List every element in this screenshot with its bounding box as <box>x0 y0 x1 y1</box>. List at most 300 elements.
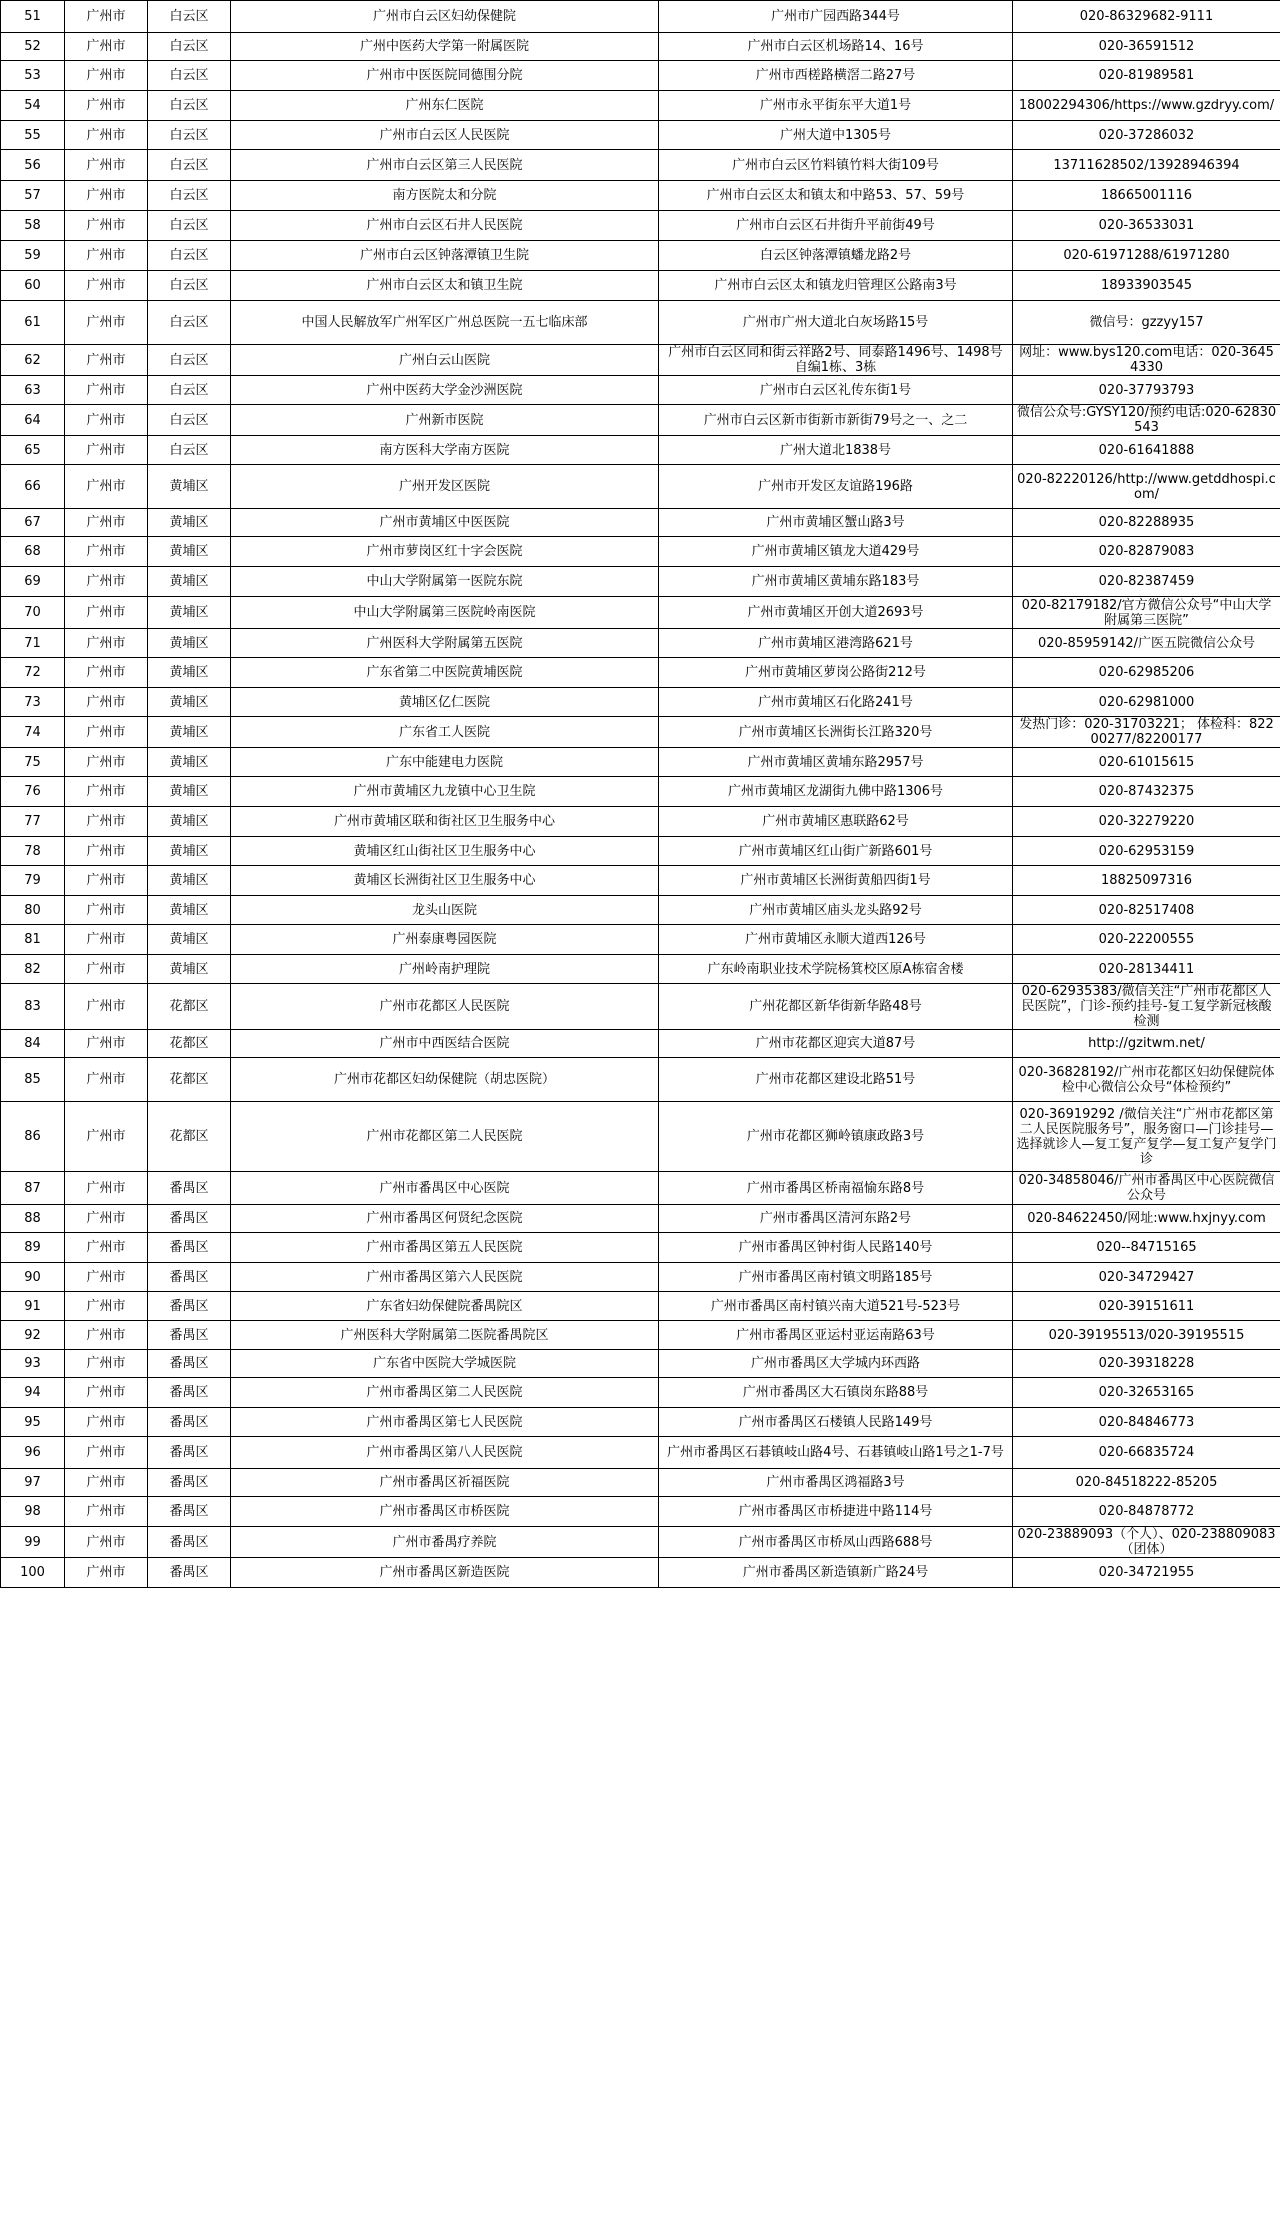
table-row <box>1 896 1280 925</box>
contact-cell: http://gzitwm.net/ <box>1013 1030 1280 1058</box>
contact-cell: 微信公众号:GYSY120/预约电话:020-62830543 <box>1013 405 1280 436</box>
address-cell: 广州市花都区建设北路51号 <box>659 1058 1013 1102</box>
district-cell: 白云区 <box>148 121 231 150</box>
hospital-name-cell: 黄埔区长洲街社区卫生服务中心 <box>231 866 659 896</box>
contact-cell: 020-28134411 <box>1013 955 1280 984</box>
city-cell: 广州市 <box>65 1 148 33</box>
table-row <box>1 1205 1280 1233</box>
contact-cell: 020-66835724 <box>1013 1437 1280 1469</box>
contact-cell: 020-62985206 <box>1013 658 1280 688</box>
row-number: 54 <box>1 91 65 121</box>
contact-cell: 020-85959142/广医五院微信公众号 <box>1013 629 1280 658</box>
table-row <box>1 1497 1280 1527</box>
city-cell: 广州市 <box>65 717 148 748</box>
address-cell: 广州市黄埔区蟹山路3号 <box>659 509 1013 537</box>
hospital-name-cell: 广州中医药大学金沙洲医院 <box>231 376 659 405</box>
contact-cell: 020-82288935 <box>1013 509 1280 537</box>
contact-cell: 020-84846773 <box>1013 1408 1280 1437</box>
table-row <box>1 1321 1280 1350</box>
row-number: 69 <box>1 567 65 597</box>
hospital-name-cell: 广州医科大学附属第五医院 <box>231 629 659 658</box>
address-cell: 广州市黄埔区石化路241号 <box>659 688 1013 717</box>
city-cell: 广州市 <box>65 509 148 537</box>
table-row <box>1 61 1280 91</box>
district-cell: 番禺区 <box>148 1408 231 1437</box>
table-row <box>1 301 1280 345</box>
table-row <box>1 181 1280 211</box>
table-row <box>1 345 1280 376</box>
row-number: 76 <box>1 777 65 807</box>
hospital-name-cell: 广州岭南护理院 <box>231 955 659 984</box>
city-cell: 广州市 <box>65 1469 148 1497</box>
contact-cell: 发热门诊：020-31703221； 体检科：82200277/82200177 <box>1013 717 1280 748</box>
hospital-name-cell: 广州泰康粤园医院 <box>231 925 659 955</box>
contact-cell: 020-61971288/61971280 <box>1013 241 1280 271</box>
district-cell: 白云区 <box>148 61 231 91</box>
hospital-name-cell: 广州市番禺区祈福医院 <box>231 1469 659 1497</box>
hospital-name-cell: 广州市花都区第二人民医院 <box>231 1102 659 1172</box>
address-cell: 广州市白云区礼传东街1号 <box>659 376 1013 405</box>
hospital-name-cell: 广州市番禺区新造医院 <box>231 1558 659 1588</box>
city-cell: 广州市 <box>65 1263 148 1292</box>
hospital-name-cell: 广州东仁医院 <box>231 91 659 121</box>
table-row <box>1 33 1280 61</box>
hospital-name-cell: 广州市番禺区第八人民医院 <box>231 1437 659 1469</box>
hospital-name-cell: 广州市黄埔区九龙镇中心卫生院 <box>231 777 659 807</box>
row-number: 71 <box>1 629 65 658</box>
city-cell: 广州市 <box>65 896 148 925</box>
row-number: 64 <box>1 405 65 436</box>
hospital-name-cell: 广州市番禺区第二人民医院 <box>231 1378 659 1408</box>
table-row <box>1 984 1280 1030</box>
table-row <box>1 509 1280 537</box>
hospital-name-cell: 广州开发区医院 <box>231 465 659 509</box>
district-cell: 白云区 <box>148 376 231 405</box>
row-number: 58 <box>1 211 65 241</box>
contact-cell: 020-87432375 <box>1013 777 1280 807</box>
city-cell: 广州市 <box>65 1527 148 1558</box>
contact-cell: 网址：www.bys120.com电话：020-36454330 <box>1013 345 1280 376</box>
hospital-name-cell: 中山大学附属第三医院岭南医院 <box>231 597 659 629</box>
hospital-name-cell: 广州市番禺区市桥医院 <box>231 1497 659 1527</box>
hospital-name-cell: 广东中能建电力医院 <box>231 748 659 777</box>
city-cell: 广州市 <box>65 1205 148 1233</box>
city-cell: 广州市 <box>65 181 148 211</box>
row-number: 79 <box>1 866 65 896</box>
city-cell: 广州市 <box>65 1172 148 1205</box>
row-number: 74 <box>1 717 65 748</box>
row-number: 83 <box>1 984 65 1030</box>
address-cell: 广州大道北1838号 <box>659 436 1013 465</box>
address-cell: 广州市黄埔区黄埔东路2957号 <box>659 748 1013 777</box>
row-number: 86 <box>1 1102 65 1172</box>
district-cell: 黄埔区 <box>148 896 231 925</box>
table-row <box>1 1172 1280 1205</box>
district-cell: 白云区 <box>148 301 231 345</box>
row-number: 73 <box>1 688 65 717</box>
table-row <box>1 211 1280 241</box>
contact-cell: 020-36533031 <box>1013 211 1280 241</box>
table-row <box>1 1233 1280 1263</box>
district-cell: 番禺区 <box>148 1527 231 1558</box>
district-cell: 黄埔区 <box>148 866 231 896</box>
district-cell: 黄埔区 <box>148 717 231 748</box>
city-cell: 广州市 <box>65 866 148 896</box>
table-row <box>1 777 1280 807</box>
hospital-name-cell: 广州市白云区妇幼保健院 <box>231 1 659 33</box>
address-cell: 广州市黄埔区长洲街长江路320号 <box>659 717 1013 748</box>
row-number: 52 <box>1 33 65 61</box>
contact-cell: 13711628502/13928946394 <box>1013 150 1280 181</box>
district-cell: 白云区 <box>148 241 231 271</box>
city-cell: 广州市 <box>65 1102 148 1172</box>
hospital-name-cell: 广东省中医院大学城医院 <box>231 1350 659 1378</box>
hospital-name-cell: 南方医科大学南方医院 <box>231 436 659 465</box>
district-cell: 黄埔区 <box>148 567 231 597</box>
city-cell: 广州市 <box>65 121 148 150</box>
city-cell: 广州市 <box>65 567 148 597</box>
table-row <box>1 1 1280 33</box>
district-cell: 黄埔区 <box>148 465 231 509</box>
contact-cell: 020-39195513/020-39195515 <box>1013 1321 1280 1350</box>
contact-cell: 020-81989581 <box>1013 61 1280 91</box>
row-number: 61 <box>1 301 65 345</box>
table-row <box>1 1263 1280 1292</box>
district-cell: 黄埔区 <box>148 837 231 866</box>
table-row <box>1 1469 1280 1497</box>
address-cell: 广州市番禺区新造镇新广路24号 <box>659 1558 1013 1588</box>
hospital-name-cell: 广州新市医院 <box>231 405 659 436</box>
city-cell: 广州市 <box>65 150 148 181</box>
row-number: 70 <box>1 597 65 629</box>
contact-cell: 18002294306/https://www.gzdryy.com/ <box>1013 91 1280 121</box>
hospital-table-body <box>1 1 1280 1588</box>
city-cell: 广州市 <box>65 465 148 509</box>
hospital-name-cell: 广州市萝岗区红十字会医院 <box>231 537 659 567</box>
contact-cell: 020-39318228 <box>1013 1350 1280 1378</box>
hospital-name-cell: 广州市白云区人民医院 <box>231 121 659 150</box>
contact-cell: 020-39151611 <box>1013 1292 1280 1321</box>
row-number: 89 <box>1 1233 65 1263</box>
row-number: 97 <box>1 1469 65 1497</box>
city-cell: 广州市 <box>65 955 148 984</box>
district-cell: 白云区 <box>148 150 231 181</box>
hospital-name-cell: 龙头山医院 <box>231 896 659 925</box>
city-cell: 广州市 <box>65 537 148 567</box>
address-cell: 广州市白云区机场路14、16号 <box>659 33 1013 61</box>
table-row <box>1 748 1280 777</box>
hospital-name-cell: 广州市白云区钟落潭镇卫生院 <box>231 241 659 271</box>
city-cell: 广州市 <box>65 1292 148 1321</box>
district-cell: 番禺区 <box>148 1558 231 1588</box>
city-cell: 广州市 <box>65 1058 148 1102</box>
district-cell: 黄埔区 <box>148 509 231 537</box>
district-cell: 白云区 <box>148 91 231 121</box>
address-cell: 广州花都区新华街新华路48号 <box>659 984 1013 1030</box>
contact-cell: 020-62935383/微信关注“广州市花都区人民医院”，门诊-预约挂号-复工复学新冠核酸检测 <box>1013 984 1280 1030</box>
row-number: 82 <box>1 955 65 984</box>
table-row <box>1 1378 1280 1408</box>
table-row <box>1 807 1280 837</box>
hospital-name-cell: 广州市番禺疗养院 <box>231 1527 659 1558</box>
district-cell: 番禺区 <box>148 1172 231 1205</box>
district-cell: 白云区 <box>148 33 231 61</box>
contact-cell: 020-36919292 /微信关注“广州市花都区第二人民医院服务号”，服务窗口—门诊挂号—选择就诊人—复工复产复学—复工复产复学门诊 <box>1013 1102 1280 1172</box>
contact-cell: 020-22200555 <box>1013 925 1280 955</box>
contact-cell: 020-82387459 <box>1013 567 1280 597</box>
city-cell: 广州市 <box>65 984 148 1030</box>
city-cell: 广州市 <box>65 1378 148 1408</box>
row-number: 63 <box>1 376 65 405</box>
city-cell: 广州市 <box>65 1408 148 1437</box>
address-cell: 广州市广州大道北白灰场路15号 <box>659 301 1013 345</box>
table-row <box>1 537 1280 567</box>
district-cell: 花都区 <box>148 1102 231 1172</box>
table-row <box>1 955 1280 984</box>
city-cell: 广州市 <box>65 211 148 241</box>
district-cell: 番禺区 <box>148 1263 231 1292</box>
city-cell: 广州市 <box>65 807 148 837</box>
table-row <box>1 1102 1280 1172</box>
address-cell: 广州市番禺区大石镇岗东路88号 <box>659 1378 1013 1408</box>
district-cell: 番禺区 <box>148 1469 231 1497</box>
city-cell: 广州市 <box>65 61 148 91</box>
row-number: 93 <box>1 1350 65 1378</box>
district-cell: 白云区 <box>148 436 231 465</box>
address-cell: 广州市番禺区鸿福路3号 <box>659 1469 1013 1497</box>
address-cell: 广州市花都区迎宾大道87号 <box>659 1030 1013 1058</box>
city-cell: 广州市 <box>65 925 148 955</box>
address-cell: 广州市番禺区石楼镇人民路149号 <box>659 1408 1013 1437</box>
contact-cell: 020-37793793 <box>1013 376 1280 405</box>
contact-cell: 020-61015615 <box>1013 748 1280 777</box>
contact-cell: 020-61641888 <box>1013 436 1280 465</box>
table-row <box>1 1292 1280 1321</box>
contact-cell: 020-32653165 <box>1013 1378 1280 1408</box>
district-cell: 白云区 <box>148 1 231 33</box>
address-cell: 广州市黄埔区红山街广新路601号 <box>659 837 1013 866</box>
table-row <box>1 1350 1280 1378</box>
city-cell: 广州市 <box>65 376 148 405</box>
table-row <box>1 567 1280 597</box>
district-cell: 白云区 <box>148 181 231 211</box>
address-cell: 广州市黄埔区惠联路62号 <box>659 807 1013 837</box>
district-cell: 番禺区 <box>148 1205 231 1233</box>
hospital-name-cell: 广州市番禺区第五人民医院 <box>231 1233 659 1263</box>
district-cell: 黄埔区 <box>148 955 231 984</box>
row-number: 51 <box>1 1 65 33</box>
table-row <box>1 1437 1280 1469</box>
row-number: 92 <box>1 1321 65 1350</box>
address-cell: 广州市番禺区桥南福愉东路8号 <box>659 1172 1013 1205</box>
district-cell: 黄埔区 <box>148 688 231 717</box>
contact-cell: 020-32279220 <box>1013 807 1280 837</box>
district-cell: 白云区 <box>148 271 231 301</box>
table-row <box>1 629 1280 658</box>
hospital-name-cell: 中山大学附属第一医院东院 <box>231 567 659 597</box>
city-cell: 广州市 <box>65 301 148 345</box>
table-row <box>1 150 1280 181</box>
table-row <box>1 121 1280 150</box>
hospital-name-cell: 广州市黄埔区中医医院 <box>231 509 659 537</box>
address-cell: 广州市番禺区大学城内环西路 <box>659 1350 1013 1378</box>
contact-cell: 020-23889093（个人）、020-238809083（团体） <box>1013 1527 1280 1558</box>
city-cell: 广州市 <box>65 241 148 271</box>
contact-cell: 020-36591512 <box>1013 33 1280 61</box>
address-cell: 广州市黄埔区镇龙大道429号 <box>659 537 1013 567</box>
address-cell: 广州市番禺区亚运村亚运南路63号 <box>659 1321 1013 1350</box>
city-cell: 广州市 <box>65 658 148 688</box>
city-cell: 广州市 <box>65 436 148 465</box>
hospital-name-cell: 广州中医药大学第一附属医院 <box>231 33 659 61</box>
city-cell: 广州市 <box>65 405 148 436</box>
contact-cell: 020-62981000 <box>1013 688 1280 717</box>
hospital-name-cell: 南方医院太和分院 <box>231 181 659 211</box>
city-cell: 广州市 <box>65 1497 148 1527</box>
district-cell: 花都区 <box>148 1030 231 1058</box>
district-cell: 白云区 <box>148 345 231 376</box>
contact-cell: 020-34721955 <box>1013 1558 1280 1588</box>
city-cell: 广州市 <box>65 777 148 807</box>
hospital-name-cell: 黄埔区亿仁医院 <box>231 688 659 717</box>
address-cell: 广州市黄埔区长洲街黄船四街1号 <box>659 866 1013 896</box>
address-cell: 广州市番禺区市桥凤山西路688号 <box>659 1527 1013 1558</box>
address-cell: 广州市番禺区市桥捷进中路114号 <box>659 1497 1013 1527</box>
contact-cell: 18933903545 <box>1013 271 1280 301</box>
address-cell: 广州市黄埔区黄埔东路183号 <box>659 567 1013 597</box>
address-cell: 广州市黄埔区开创大道2693号 <box>659 597 1013 629</box>
contact-cell: 020--84715165 <box>1013 1233 1280 1263</box>
hospital-name-cell: 广州市番禺区第六人民医院 <box>231 1263 659 1292</box>
district-cell: 番禺区 <box>148 1350 231 1378</box>
table-row <box>1 271 1280 301</box>
contact-cell: 020-84518222-85205 <box>1013 1469 1280 1497</box>
table-row <box>1 866 1280 896</box>
table-row <box>1 1408 1280 1437</box>
table-row <box>1 465 1280 509</box>
contact-cell: 020-86329682-9111 <box>1013 1 1280 33</box>
district-cell: 黄埔区 <box>148 777 231 807</box>
contact-cell: 020-82179182/官方微信公众号“中山大学附属第三医院” <box>1013 597 1280 629</box>
address-cell: 广州市番禺区石碁镇岐山路4号、石碁镇岐山路1号之1-7号 <box>659 1437 1013 1469</box>
row-number: 60 <box>1 271 65 301</box>
address-cell: 广州市黄埔区港湾路621号 <box>659 629 1013 658</box>
city-cell: 广州市 <box>65 1233 148 1263</box>
hospital-name-cell: 广州市花都区人民医院 <box>231 984 659 1030</box>
district-cell: 番禺区 <box>148 1233 231 1263</box>
hospital-name-cell: 广东省妇幼保健院番禺院区 <box>231 1292 659 1321</box>
district-cell: 黄埔区 <box>148 629 231 658</box>
row-number: 68 <box>1 537 65 567</box>
city-cell: 广州市 <box>65 33 148 61</box>
hospital-name-cell: 广州市白云区石井人民医院 <box>231 211 659 241</box>
row-number: 80 <box>1 896 65 925</box>
address-cell: 广州市白云区太和镇龙归管理区公路南3号 <box>659 271 1013 301</box>
hospital-name-cell: 广州市中西医结合医院 <box>231 1030 659 1058</box>
row-number: 85 <box>1 1058 65 1102</box>
city-cell: 广州市 <box>65 688 148 717</box>
row-number: 81 <box>1 925 65 955</box>
contact-cell: 020-84878772 <box>1013 1497 1280 1527</box>
row-number: 96 <box>1 1437 65 1469</box>
hospital-name-cell: 广东省工人医院 <box>231 717 659 748</box>
address-cell: 广州市西槎路横滘二路27号 <box>659 61 1013 91</box>
address-cell: 广州市番禺区南村镇兴南大道521号-523号 <box>659 1292 1013 1321</box>
table-row <box>1 405 1280 436</box>
row-number: 95 <box>1 1408 65 1437</box>
contact-cell: 020-34858046/广州市番禺区中心医院微信公众号 <box>1013 1172 1280 1205</box>
row-number: 78 <box>1 837 65 866</box>
district-cell: 黄埔区 <box>148 597 231 629</box>
address-cell: 广东岭南职业技术学院杨箕校区原A栋宿舍楼 <box>659 955 1013 984</box>
district-cell: 白云区 <box>148 211 231 241</box>
city-cell: 广州市 <box>65 837 148 866</box>
contact-cell: 020-82517408 <box>1013 896 1280 925</box>
city-cell: 广州市 <box>65 1437 148 1469</box>
row-number: 84 <box>1 1030 65 1058</box>
row-number: 55 <box>1 121 65 150</box>
district-cell: 黄埔区 <box>148 537 231 567</box>
district-cell: 黄埔区 <box>148 925 231 955</box>
contact-cell: 020-37286032 <box>1013 121 1280 150</box>
district-cell: 黄埔区 <box>148 748 231 777</box>
row-number: 56 <box>1 150 65 181</box>
address-cell: 广州市广园西路344号 <box>659 1 1013 33</box>
city-cell: 广州市 <box>65 748 148 777</box>
contact-cell: 020-36828192/广州市花都区妇幼保健院体检中心微信公众号“体检预约” <box>1013 1058 1280 1102</box>
hospital-name-cell: 黄埔区红山街社区卫生服务中心 <box>231 837 659 866</box>
row-number: 77 <box>1 807 65 837</box>
row-number: 94 <box>1 1378 65 1408</box>
table-row <box>1 597 1280 629</box>
table-row <box>1 1527 1280 1558</box>
address-cell: 广州市白云区太和镇太和中路53、57、59号 <box>659 181 1013 211</box>
row-number: 59 <box>1 241 65 271</box>
address-cell: 广州市开发区友谊路196路 <box>659 465 1013 509</box>
district-cell: 番禺区 <box>148 1497 231 1527</box>
hospital-name-cell: 广州市中医医院同德围分院 <box>231 61 659 91</box>
hospital-name-cell: 广州市番禺区何贤纪念医院 <box>231 1205 659 1233</box>
address-cell: 广州市白云区竹料镇竹料大街109号 <box>659 150 1013 181</box>
hospital-name-cell: 广州市白云区太和镇卫生院 <box>231 271 659 301</box>
hospital-name-cell: 广州医科大学附属第二医院番禺院区 <box>231 1321 659 1350</box>
contact-cell: 020-34729427 <box>1013 1263 1280 1292</box>
hospital-name-cell: 广州市番禺区第七人民医院 <box>231 1408 659 1437</box>
hospital-name-cell: 广州市番禺区中心医院 <box>231 1172 659 1205</box>
table-row <box>1 241 1280 271</box>
address-cell: 广州市白云区新市街新市新街79号之一、之二 <box>659 405 1013 436</box>
table-row <box>1 658 1280 688</box>
city-cell: 广州市 <box>65 1350 148 1378</box>
contact-cell: 18665001116 <box>1013 181 1280 211</box>
city-cell: 广州市 <box>65 271 148 301</box>
hospital-name-cell: 广东省第二中医院黄埔医院 <box>231 658 659 688</box>
row-number: 62 <box>1 345 65 376</box>
address-cell: 广州市番禺区南村镇文明路185号 <box>659 1263 1013 1292</box>
row-number: 67 <box>1 509 65 537</box>
table-row <box>1 925 1280 955</box>
table-row <box>1 91 1280 121</box>
row-number: 100 <box>1 1558 65 1588</box>
city-cell: 广州市 <box>65 1321 148 1350</box>
city-cell: 广州市 <box>65 1030 148 1058</box>
table-row <box>1 436 1280 465</box>
hospital-name-cell: 广州市花都区妇幼保健院（胡忠医院） <box>231 1058 659 1102</box>
district-cell: 黄埔区 <box>148 807 231 837</box>
hospital-name-cell: 广州白云山医院 <box>231 345 659 376</box>
contact-cell: 18825097316 <box>1013 866 1280 896</box>
address-cell: 广州市白云区石井街升平前街49号 <box>659 211 1013 241</box>
